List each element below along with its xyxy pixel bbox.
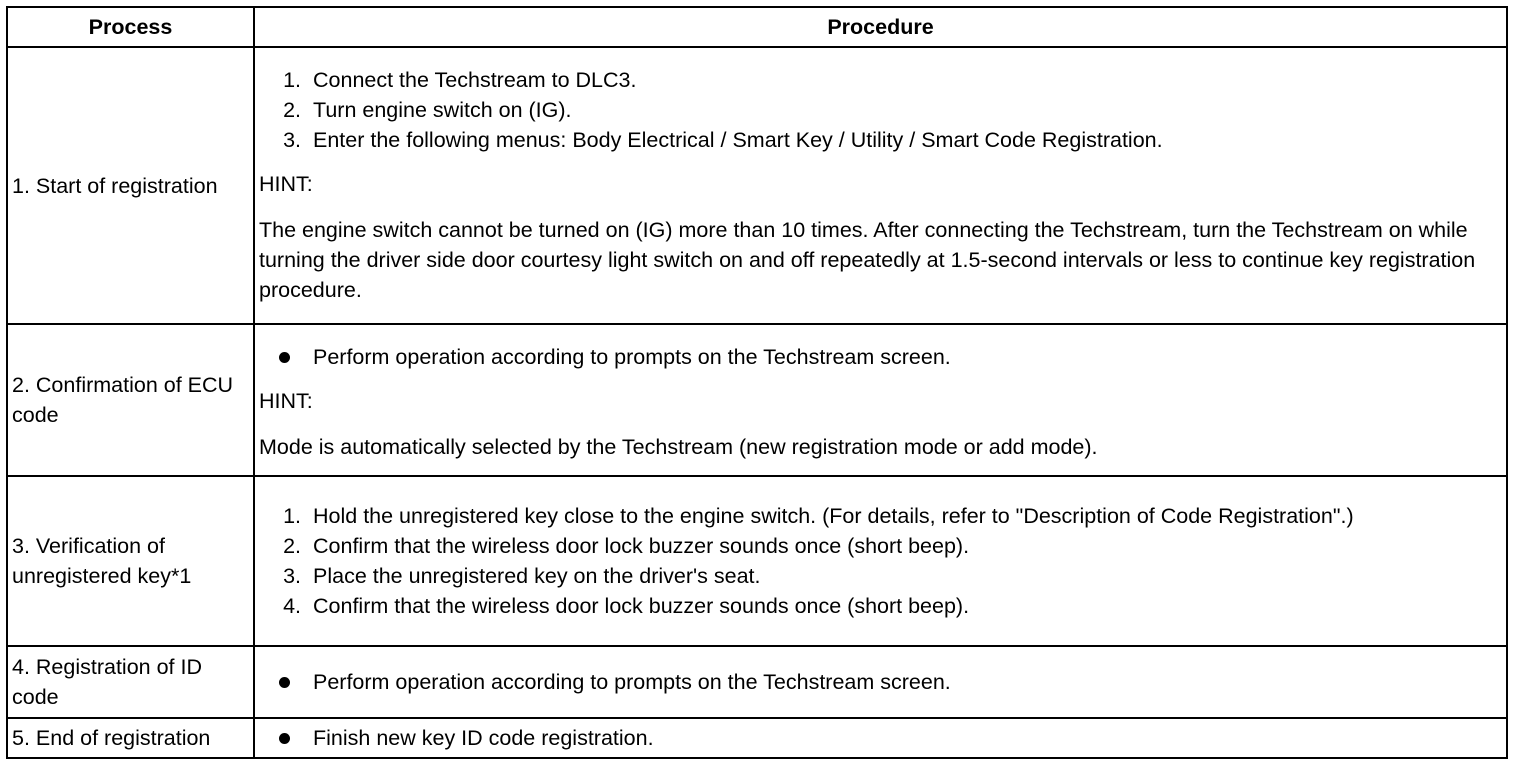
header-process: Process [7,7,254,47]
list-item: 2. Turn engine switch on (IG). [307,95,1502,125]
header-procedure: Procedure [254,7,1507,47]
list-item: 3. Enter the following menus: Body Electrical / Smart Key / Utility / Smart Code Registration. [307,125,1502,155]
procedure-cell [254,718,1507,758]
process-cell: 3. Verification of unregistered key*1 [7,476,254,646]
table-row [7,646,1507,718]
hint-text: Mode is automatically selected by the Techstream (new registration mode or add mode). [259,435,1098,459]
procedure-table [6,6,1508,759]
bullet-list [259,723,1502,753]
table-row [7,718,1507,758]
list-item: 4. Confirm that the wireless door lock buzzer sounds once (short beep). [307,591,1502,621]
step-list [259,501,1502,621]
list-item: Perform operation according to prompts on the Techstream screen. [307,667,1502,697]
procedure-cell [254,47,1507,324]
list-item: 2. Confirm that the wireless door lock buzzer sounds once (short beep). [307,531,1502,561]
list-item: 3. Place the unregistered key on the driver's seat. [307,561,1502,591]
hint-label: HINT: [259,171,313,196]
table-row [7,476,1507,646]
process-cell: 1. Start of registration [7,47,254,324]
list-item: 1. Hold the unregistered key close to the engine switch. (For details, refer to "Description of Code Registration".) [307,501,1502,531]
list-item: 1. Connect the Techstream to DLC3. [307,65,1502,95]
list-item: Finish new key ID code registration. [307,723,1502,753]
procedure-cell [254,476,1507,646]
bullet-list [259,667,1502,697]
bullet-list [259,342,1502,372]
step-list [259,65,1502,155]
process-cell: 5. End of registration [7,718,254,758]
table-header-row [7,7,1507,47]
table-row [7,47,1507,324]
list-item: Perform operation according to prompts on the Techstream screen. [307,342,1502,372]
process-cell: 2. Confirmation of ECU code [7,324,254,476]
table-row [7,324,1507,476]
hint-label: HINT: [259,389,313,413]
hint-text: The engine switch cannot be turned on (IG) more than 10 times. After connecting the Techstream, turn the Techstream on while turning the driver side door courtesy light switch on and off repeatedly at 1.5-second intervals or less to continue key registration procedure. [259,217,1476,302]
procedure-cell [254,646,1507,718]
process-cell: 4. Registration of ID code [7,646,254,718]
procedure-cell [254,324,1507,476]
